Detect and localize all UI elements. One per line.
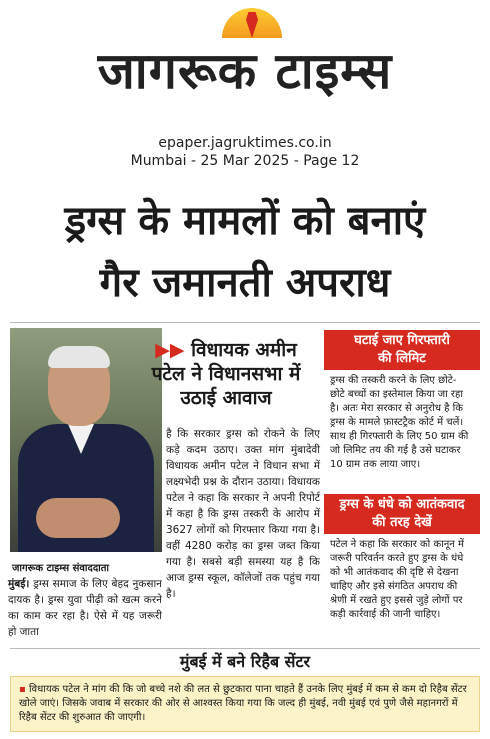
masthead <box>0 0 490 112</box>
site-url: epaper.jagruktimes.co.in <box>158 135 332 151</box>
sidebar-box-title: घटाई जाए गिरफ्तारी की लिमिट <box>324 330 480 370</box>
rehab-section-title: मुंबई में बने रिहैब सेंटर <box>179 652 311 671</box>
divider <box>10 648 480 649</box>
newspaper-logo: जागरूक टाइम्स <box>97 42 393 100</box>
sidebar-box-title: ड्रग्स के धंधे को आतंकवाद की तरह देखें <box>324 494 480 534</box>
bullet-icon: ▪ <box>19 684 26 695</box>
sidebar-box-body: ड्रग्स की तस्करी करने के लिए छोटे- छोटे बच्चों का इस्तेमाल किया जा रहा है। अतः मेरा सरकार से अनुरोध है कि ड्रग्स के मामले फ़ास्टट्रैक कोर्ट में चलें। साथ ही गिरफ्तारी के लिए 50 ग्राम की जो लिमिट तय की गई है उसे घटाकर 10 ग्राम तक लाया जाए। <box>330 375 469 470</box>
rehab-info-text: विधायक पटेल ने मांग की कि जो बच्चे नशे की लत से छुटकारा पाना चाहते हैं उनके लिए मुंबई में कम से कम दो रिहैब सेंटर खोले जाएं। जिसके जवाब में सरकार की ओर से आश्वस्त किया गया कि जल्द ही मुंबई, नवी मुंबई एवं पुणे जैसे महानगरों में रिहैब सेंटर की शुरुआत की जाएगी। <box>19 684 467 723</box>
divider <box>10 322 480 323</box>
headline-line-2: गैर जमानती अपराध <box>99 260 391 306</box>
arrow-icon: ▶▶ <box>155 339 185 361</box>
dateline: मुंबई। <box>8 578 30 590</box>
rehab-info-box <box>10 676 480 732</box>
subheadline: ▶▶ विधायक अमीन पटेल ने विधानसभा में उठाई आवाज <box>151 339 301 409</box>
sidebar-box-terrorism <box>324 494 480 626</box>
byline: जागरूक टाइम्स संवाददाता <box>12 563 110 574</box>
sidebar-box-body: पटेल ने कहा कि सरकार को कानून में जरूरी परिवर्तन करते हुए ड्रग्स के धंधे को भी आतंकवाद की दृष्टि से देखना चाहिए और इसे संगठित अपराध की श्रेणी में रखते हुए इससे जुड़े लोगों पर कड़ी कार्रवाई की जानी चाहिए। <box>330 539 464 620</box>
edition-info: Mumbai - 25 Mar 2025 - Page 12 <box>130 153 360 169</box>
headline-line-1: ड्रग्स के मामलों को बनाएं <box>64 198 426 244</box>
sidebar-box-arrest-limit <box>324 330 480 490</box>
lead-paragraph: मुंबई। ड्रग्स समाज के लिए बेहद नुकसान दायक है। ड्रग्स युवा पीढ़ी को खत्म करने का काम कर रहा है। ऐसे में यह जरूरी हो जाता <box>8 578 162 638</box>
headline <box>0 190 490 314</box>
body-column: है कि सरकार ड्रग्स को रोकने के लिए कड़े कदम उठाए। उक्त मांग मुंबादेवी विधायक अमीन पटेल ने विधान सभा में लक्ष्यभेदी प्रश्न के दौरान उठाया। विधायक पटेल ने कहा कि सरकार ने अपनी रिपोर्ट में कहा है कि ड्रग्स तस्करी के आरोप में 3627 लोगों को गिरफ्तार किया गया है। वहीं 4280 करोड़ का ड्रग्स जब्त किया गया है। सबसे बड़ी समस्या यह है कि आज ड्रग्स स्कूल, कॉलेजों तक पहुंच गया है। <box>166 428 320 600</box>
